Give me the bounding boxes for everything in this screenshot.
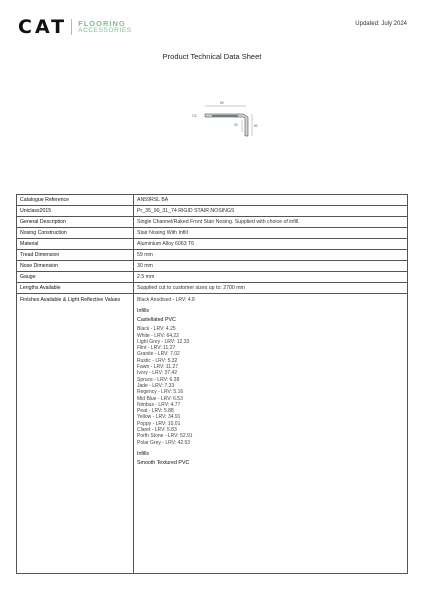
cat-logo: [18, 16, 132, 38]
list-item: Poppy - LRV: 10.01: [137, 420, 181, 427]
list-item: Regency - LRV: 5.16: [137, 389, 184, 396]
material-value: Aluminium Alloy 6063 T6: [134, 239, 408, 250]
list-item: Nimbus - LRV: 4.77: [137, 401, 181, 408]
stair-nosing-profile-drawing: [190, 98, 260, 140]
table-row: [17, 261, 408, 272]
list-item: Yellow - LRV: 34.91: [137, 414, 181, 421]
page-header: [0, 0, 424, 40]
list-item: Spruce - LRV: 6.38: [137, 376, 180, 383]
list-item: Polar Grey - LRV: 42.53: [137, 439, 191, 446]
list-item: Light Grey - LRV: 12.33: [137, 338, 190, 345]
nose-label: Nose Dimension: [17, 261, 134, 272]
table-row: [17, 217, 408, 228]
list-item: Porth Stone - LRV: 52.91: [137, 433, 193, 440]
table-row: [17, 250, 408, 261]
table-row: [17, 206, 408, 217]
catalogue-label: Catalogue Reference: [17, 195, 134, 206]
nose-value: 30 mm: [134, 261, 408, 272]
list-item: White - LRV: 64.22: [137, 332, 179, 339]
list-item: Rustic - LRV: 5.32: [137, 357, 178, 364]
lengths-value: Supplied cut to customer sizes up to: 2700 mm: [134, 283, 408, 294]
catalogue-value: AN59RSL BA: [134, 195, 408, 206]
table-row: [17, 195, 408, 206]
logo-divider: [71, 19, 72, 35]
tread-dimension-label: 59: [220, 101, 224, 105]
list-item: Ivory - LRV: 37.42: [137, 370, 178, 377]
updated-date: Updated: July 2024: [355, 21, 407, 27]
list-item: Black - LRV: 4.25: [137, 326, 176, 333]
document-title: Product Technical Data Sheet: [162, 52, 262, 61]
specification-table: [16, 194, 408, 574]
table-row: [17, 294, 408, 574]
castellated-list: [137, 326, 404, 446]
nosing-profile-shape: [205, 114, 248, 136]
gauge-label: Gauge: [17, 272, 134, 283]
list-item: Jade - LRV: 7.33: [137, 382, 175, 389]
infill-channel: [212, 115, 238, 117]
description-value: Single Channel/Raked Front Stair Nosing. Supplied with choice of infill.: [134, 217, 408, 228]
castellated-heading: Castellated PVC: [137, 317, 176, 324]
list-item: Granite - LRV: 7.02: [137, 351, 180, 358]
table-row: [17, 272, 408, 283]
finish-anodised: Black Anodised - LRV: 4.8: [137, 297, 195, 303]
finishes-value: [134, 294, 408, 574]
nose-dimension-label: 30: [234, 123, 238, 127]
construction-value: Stair Nosing With Infill: [134, 228, 408, 239]
uniclass-label: Uniclass2015: [17, 206, 134, 217]
lengths-label: Lengths Available: [17, 283, 134, 294]
table-row: [17, 239, 408, 250]
logo-subtitle: [78, 20, 132, 34]
finishes-label: Finishes Available & Light Reflective Values: [17, 294, 134, 574]
logo-sub-line-2: ACCESSORIES: [78, 27, 132, 34]
list-item: Peat - LRV: 5.88: [137, 408, 174, 415]
smooth-heading: Smooth Textured PVC: [137, 459, 190, 466]
infills-heading-2: Infills: [137, 450, 150, 457]
height-dimension-label: 50: [254, 124, 258, 128]
material-label: Material: [17, 239, 134, 250]
logo-main-text: CAT: [18, 16, 68, 38]
gauge-value: 2.5 mm: [134, 272, 408, 283]
table-row: [17, 228, 408, 239]
construction-label: Nosing Construction: [17, 228, 134, 239]
tread-value: 59 mm: [134, 250, 408, 261]
list-item: Flint - LRV: 11.27: [137, 345, 176, 352]
list-item: Fawn - LRV: 11.27: [137, 364, 179, 371]
list-item: Claret - LRV: 5.83: [137, 427, 177, 434]
logo-sub-line-1: FLOORING: [78, 19, 126, 28]
tread-label: Tread Dimension: [17, 250, 134, 261]
uniclass-value: Pr_35_90_31_74 RIGID STAIR NOSINGS: [134, 206, 408, 217]
table-row: [17, 283, 408, 294]
description-label: General Description: [17, 217, 134, 228]
infills-heading: Infills: [137, 308, 150, 315]
list-item: Mid Blue - LRV: 6.53: [137, 395, 183, 402]
gauge-dimension-label: 2.5: [192, 114, 197, 118]
